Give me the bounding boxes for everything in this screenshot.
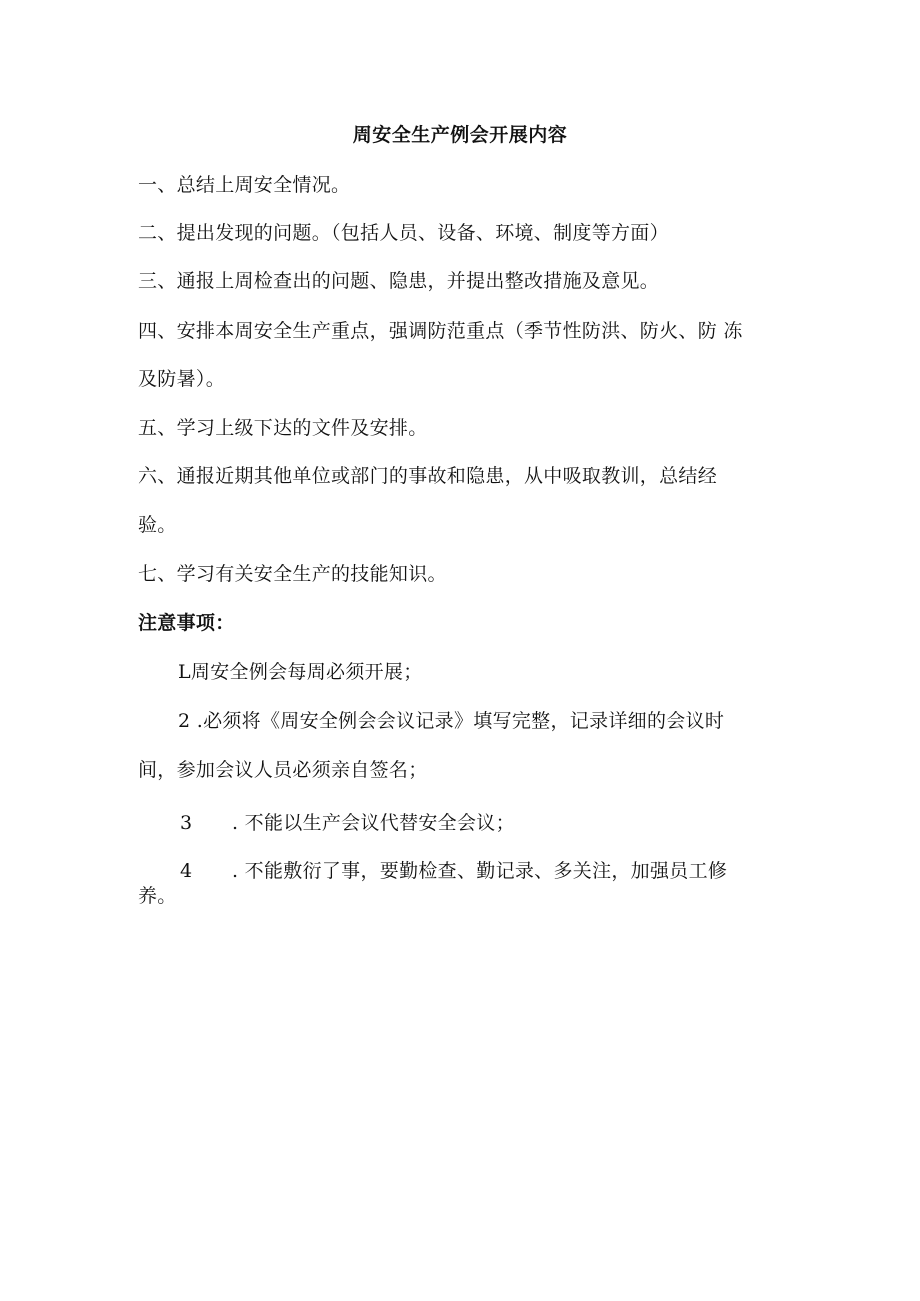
notes-heading: 注意事项： <box>138 612 235 634</box>
note-3-number: 3 <box>180 812 193 834</box>
item-4: 四、安排本周安全生产重点，强调防范重点（季节性防洪、防火、防 冻 <box>138 320 743 342</box>
note-4 <box>180 856 727 883</box>
item-1: 一、总结上周安全情况。 <box>138 174 351 196</box>
item-4-continued: 及防暑）。 <box>138 368 226 390</box>
note-2: 2 .必须将《周安全例会会议记录》填写完整，记录详细的会议时 <box>178 710 725 732</box>
note-3 <box>180 808 515 835</box>
item-2: 二、提出发现的问题。（包括人员、设备、环境、制度等方面） <box>138 222 669 244</box>
item-5: 五、学习上级下达的文件及安排。 <box>138 417 428 439</box>
note-4-continued: 养。 <box>138 885 177 907</box>
item-7: 七、学习有关安全生产的技能知识。 <box>138 563 447 585</box>
note-1: L周安全例会每周必须开展； <box>178 661 423 683</box>
note-2-continued: 间，参加会议人员必须亲自签名； <box>138 759 428 781</box>
note-4-text: . 不能敷衍了事，要勤检查、勤记录、多关注，加强员工修 <box>232 860 728 882</box>
note-4-number: 4 <box>180 860 193 882</box>
item-6-continued: 验。 <box>138 514 177 536</box>
item-6: 六、通报近期其他单位或部门的事故和隐患，从中吸取教训，总结经 <box>138 465 718 487</box>
document-title: 周安全生产例会开展内容 <box>352 124 568 146</box>
item-3: 三、通报上周检查出的问题、隐患，并提出整改措施及意见。 <box>138 270 660 292</box>
note-3-text: . 不能以生产会议代替安全会议； <box>232 812 515 834</box>
